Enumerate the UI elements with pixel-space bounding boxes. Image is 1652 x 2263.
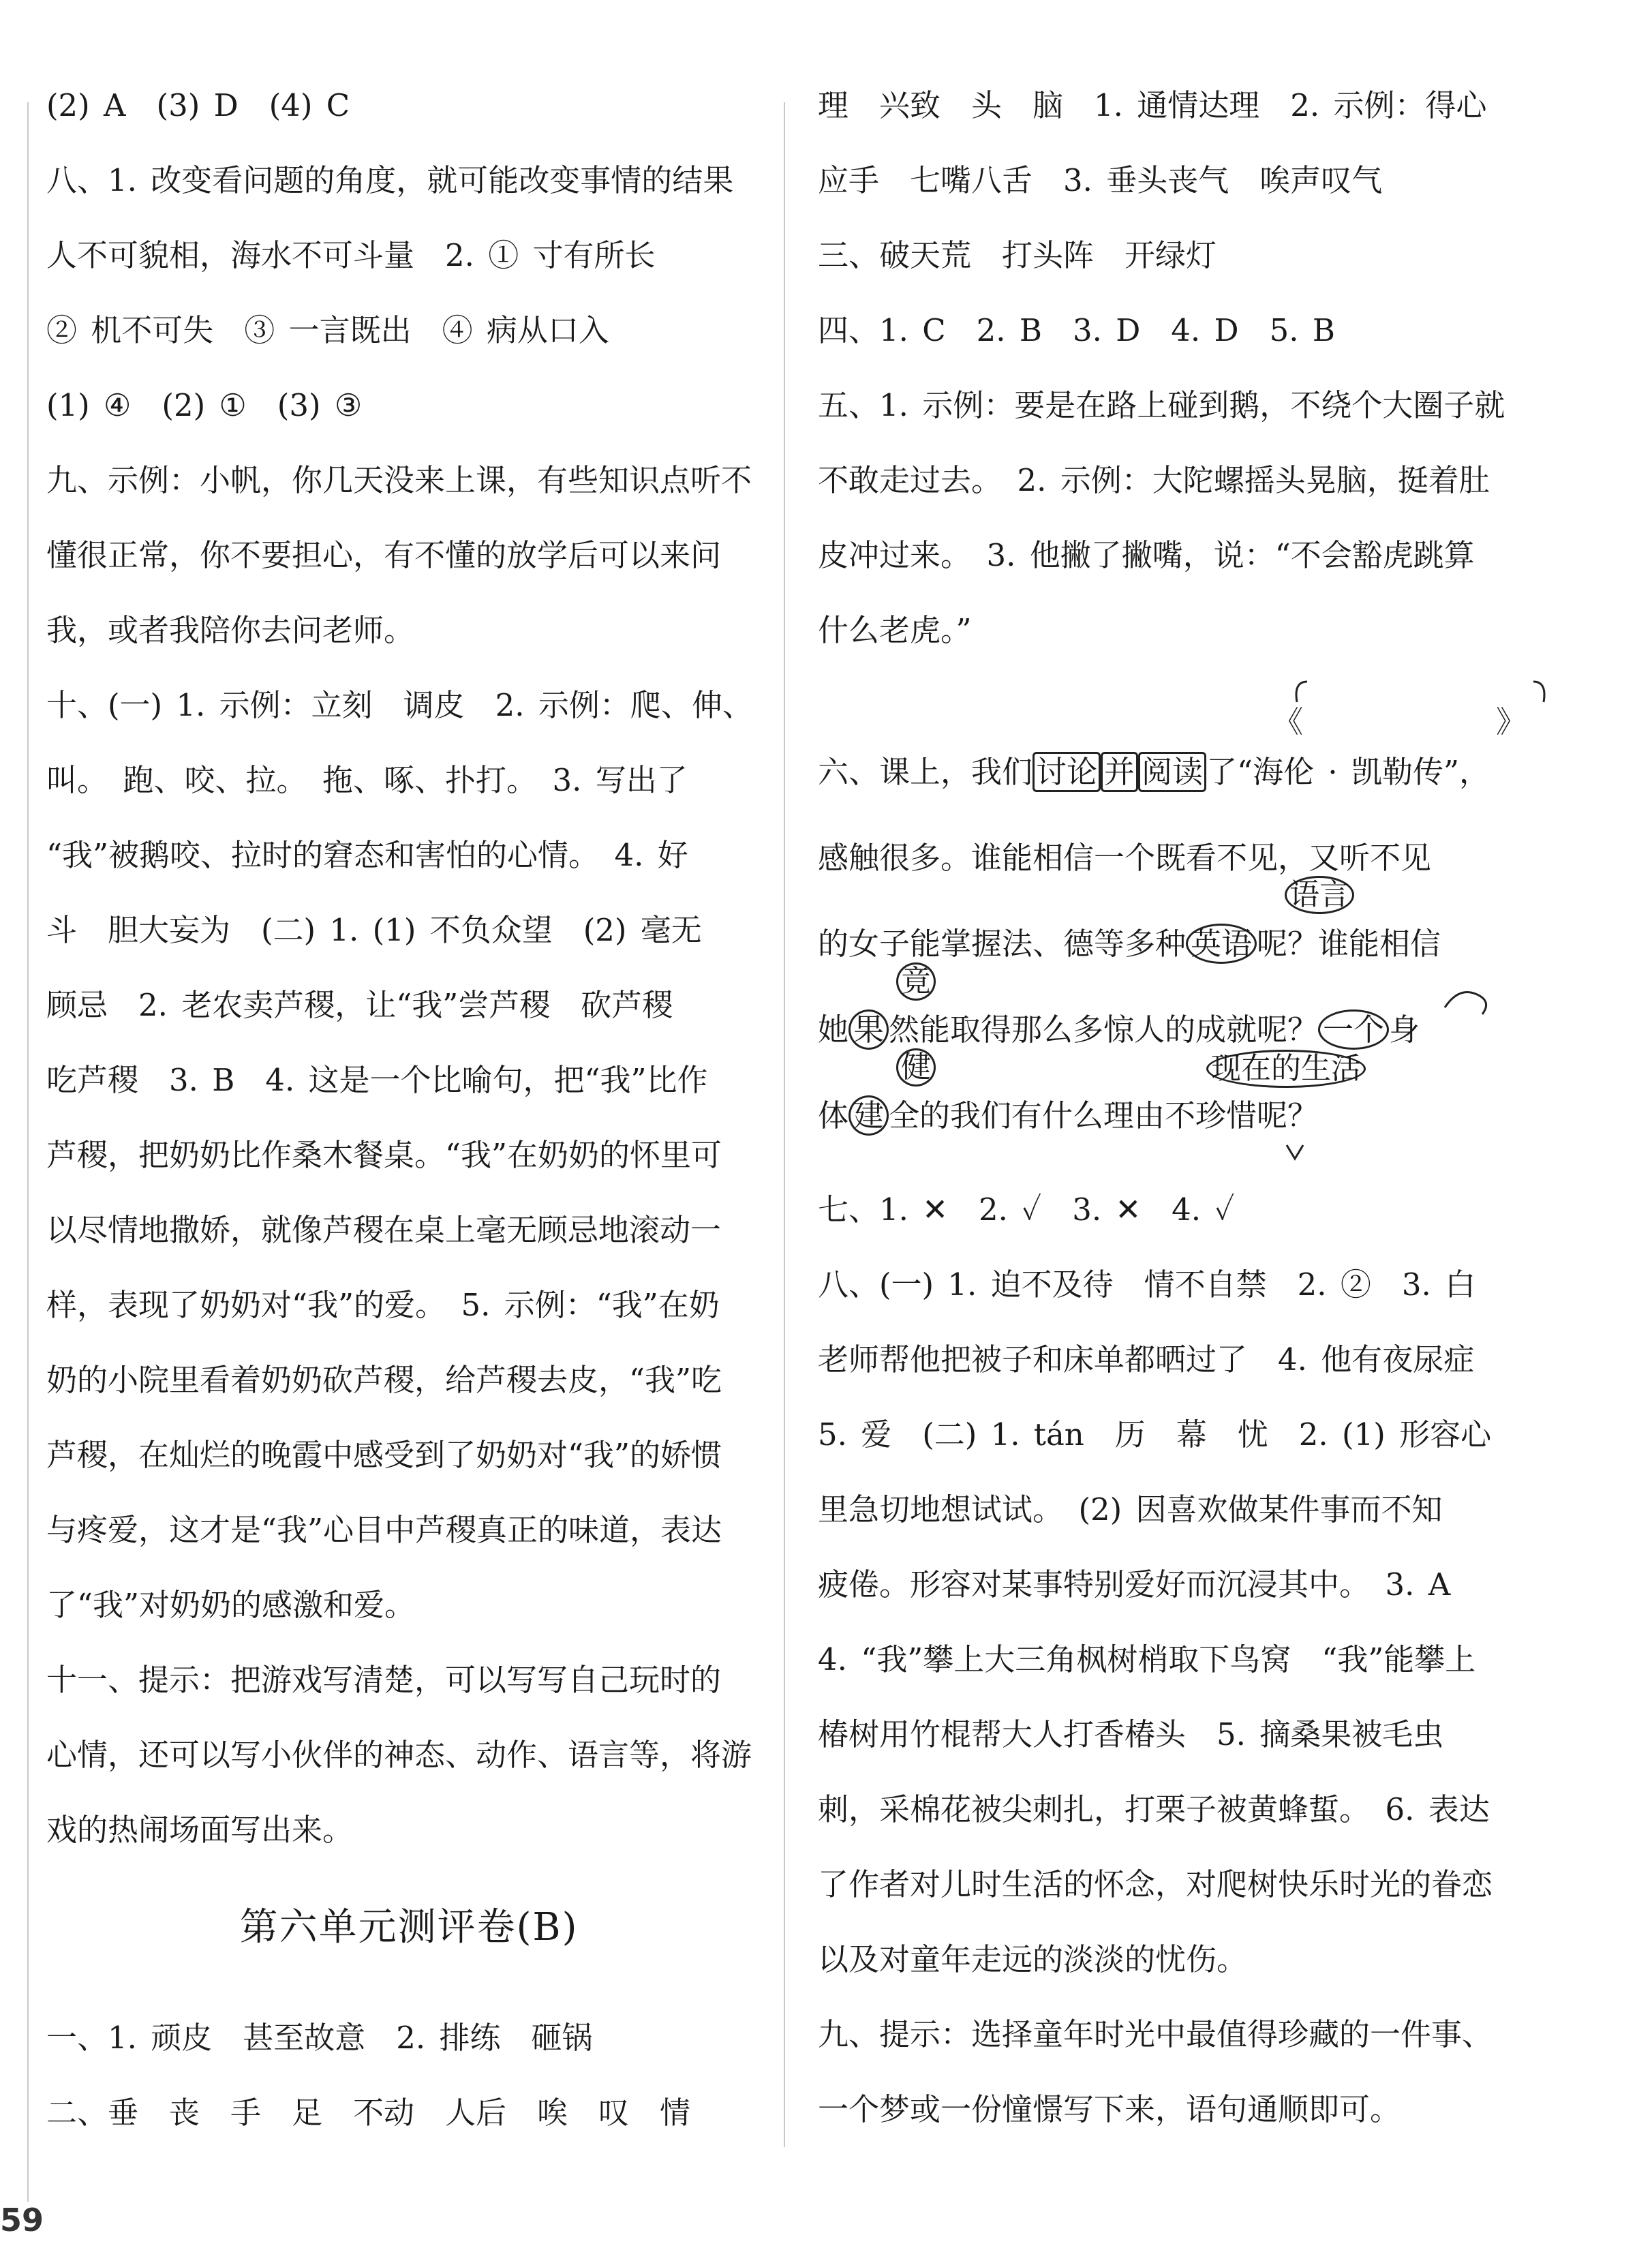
correction-line-5: 体 建 全的我们有什么理由不珍惜呢？ — [818, 1073, 1567, 1159]
inserted-word: 语言 — [1285, 876, 1354, 914]
circled-word: 建 — [848, 1095, 889, 1136]
answer-line: 以及对童年走远的淡淡的忧伤。 — [818, 1941, 1248, 1977]
correction-line-4: 她 果 然能取得那么多惊人的成就呢？ 一个 身 — [818, 987, 1567, 1073]
answer-line: 芦稷，把奶奶比作桑木餐桌。“我”在奶奶的怀里可 — [46, 1137, 722, 1173]
boxed-word: 并 — [1101, 752, 1138, 792]
left-column-continued — [46, 2001, 769, 2151]
circled-word: 果 — [848, 1009, 889, 1050]
answer-line: 八、1. 改变看问题的角度，就可能改变事情的结果 — [46, 162, 734, 198]
insert-mark-close: 》 — [1496, 705, 1526, 740]
answer-line: 吃芦稷 3. B 4. 这是一个比喻句，把“我”比作 — [46, 1062, 708, 1098]
answer-line: 芦稷，在灿烂的晚霞中感受到了奶奶对“我”的娇惯 — [46, 1437, 722, 1473]
correction-line-3: 的女子能掌握法、德等多种 英语 呢？谁能相信 — [818, 901, 1567, 987]
answer-line: ② 机不可失 ③ 一言既出 ④ 病从口入 — [46, 312, 609, 348]
answer-line: 应手 七嘴八舌 3. 垂头丧气 唉声叹气 — [818, 162, 1383, 198]
answer-line: 人不可貌相，海水不可斗量 2. ① 寸有所长 — [46, 237, 656, 273]
page-number: 59 — [0, 2202, 44, 2238]
answer-line: 顾忌 2. 老农卖芦稷，让“我”尝芦稷 砍芦稷 — [46, 987, 673, 1023]
answer-line: 与疼爱，这才是“我”心目中芦稷真正的味道，表达 — [46, 1512, 722, 1548]
answer-line: 椿树用竹棍帮大人打香椿头 5. 摘桑果被毛虫 — [818, 1716, 1444, 1752]
answer-line: 戏的热闹场面写出来。 — [46, 1812, 354, 1848]
circled-word: 一个 — [1318, 1009, 1389, 1050]
boxed-word: 阅读 — [1138, 752, 1206, 792]
answer-line: 三、破天荒 打头阵 开绿灯 — [818, 237, 1217, 273]
answer-line: 了作者对儿时生活的怀念，对爬树快乐时光的眷恋 — [818, 1866, 1493, 1902]
answer-line: 疲倦。形容对某事特别爱好而沉浸其中。 3. A — [818, 1566, 1451, 1603]
right-column-continued — [818, 1172, 1567, 2147]
correction-line-1: 六、课上，我们 讨论 并 阅读 了“海伦 · 凯勒传”， — [818, 729, 1567, 815]
inserted-word: 现在的生活 — [1206, 1050, 1366, 1088]
answer-line: 样，表现了奶奶对“我”的爱。 5. 示例：“我”在奶 — [46, 1287, 720, 1323]
answer-line: 5. 爱 (二) 1. tán 历 幕 忧 2. (1) 形容心 — [818, 1416, 1492, 1453]
answer-line: 九、提示：选择童年时光中最值得珍藏的一件事、 — [818, 2016, 1493, 2052]
answer-line: (2) A (3) D (4) C — [46, 87, 350, 123]
answer-line: 十、(一) 1. 示例：立刻 调皮 2. 示例：爬、伸、 — [46, 687, 753, 723]
section-title: 第六单元测评卷(B) — [239, 1905, 579, 1949]
inserted-word: 健 — [896, 1048, 936, 1087]
answer-line: 叫。 跑、咬、拉。 拖、啄、扑打。 3. 写出了 — [46, 762, 688, 798]
correction-line-2: 感触很多。谁能相信一个既看不见，又听不见 — [818, 840, 1432, 876]
answer-line: “我”被鹅咬、拉时的窘态和害怕的心情。 4. 好 — [46, 837, 688, 873]
answer-line: 不敢走过去。 2. 示例：大陀螺摇头晃脑，挺着肚 — [818, 462, 1490, 498]
answer-line: 二、垂 丧 手 足 不动 人后 唉 叹 情 — [46, 2095, 691, 2131]
answer-line: 懂很正常，你不要担心，有不懂的放学后可以来问 — [46, 537, 722, 573]
insert-mark-open: 《 — [1273, 705, 1303, 740]
boxed-word: 讨论 — [1032, 752, 1101, 792]
answer-line: 4. “我”攀上大三角枫树梢取下鸟窝 “我”能攀上 — [818, 1641, 1476, 1677]
answer-line: 皮冲过来。 3. 他撇了撇嘴，说：“不会豁虎跳算 — [818, 537, 1475, 573]
answer-line: 九、示例：小帆，你几天没来上课，有些知识点听不 — [46, 462, 752, 498]
answer-line: 心情，还可以写小伙伴的神态、动作、语言等，将游 — [46, 1737, 752, 1773]
answer-line: 理 兴致 头 脑 1. 通情达理 2. 示例：得心 — [818, 87, 1487, 123]
right-column — [818, 68, 1567, 668]
correction-passage — [818, 729, 1567, 1159]
circled-word: 英语 — [1186, 924, 1257, 964]
answer-line: 什么老虎。” — [818, 612, 972, 648]
answer-line: 里急切地想试试。 (2) 因喜欢做某件事而不知 — [818, 1491, 1443, 1528]
answer-line: (1) ④ (2) ① (3) ③ — [46, 387, 363, 423]
inserted-word: 竟 — [896, 962, 936, 1001]
answer-line: 奶的小院里看着奶奶砍芦稷，给芦稷去皮，“我”吃 — [46, 1362, 722, 1398]
answer-line: 以尽情地撒娇，就像芦稷在桌上毫无顾忌地滚动一 — [46, 1212, 722, 1248]
answer-line: 五、1. 示例：要是在路上碰到鹅，不绕个大圈子就 — [818, 387, 1505, 423]
answer-line: 七、1. ✕ 2. ✓ 3. ✕ 4. ✓ — [818, 1191, 1235, 1228]
answer-line: 斗 胆大妄为 (二) 1. (1) 不负众望 (2) 毫无 — [46, 912, 702, 948]
left-column — [46, 68, 769, 1868]
column-divider — [784, 102, 785, 2147]
answer-line: 四、1. C 2. B 3. D 4. D 5. B — [818, 312, 1335, 348]
answer-line: 了“我”对奶奶的感激和爱。 — [46, 1587, 416, 1623]
answer-line: 一、1. 顽皮 甚至故意 2. 排练 砸锅 — [46, 2020, 593, 2056]
answer-line: 老师帮他把被子和床单都晒过了 4. 他有夜尿症 — [818, 1341, 1475, 1378]
answer-line: 十一、提示：把游戏写清楚，可以写写自己玩时的 — [46, 1662, 722, 1698]
answer-line: 我，或者我陪你去问老师。 — [46, 612, 415, 648]
answer-line: 八、(一) 1. 迫不及待 情不自禁 2. ② 3. 白 — [818, 1266, 1476, 1303]
answer-line: 刺，采棉花被尖刺扎，打栗子被黄蜂蜇。 6. 表达 — [818, 1791, 1490, 1827]
answer-line: 一个梦或一份憧憬写下来，语句通顺即可。 — [818, 2091, 1401, 2127]
left-margin-rule — [27, 102, 29, 2202]
